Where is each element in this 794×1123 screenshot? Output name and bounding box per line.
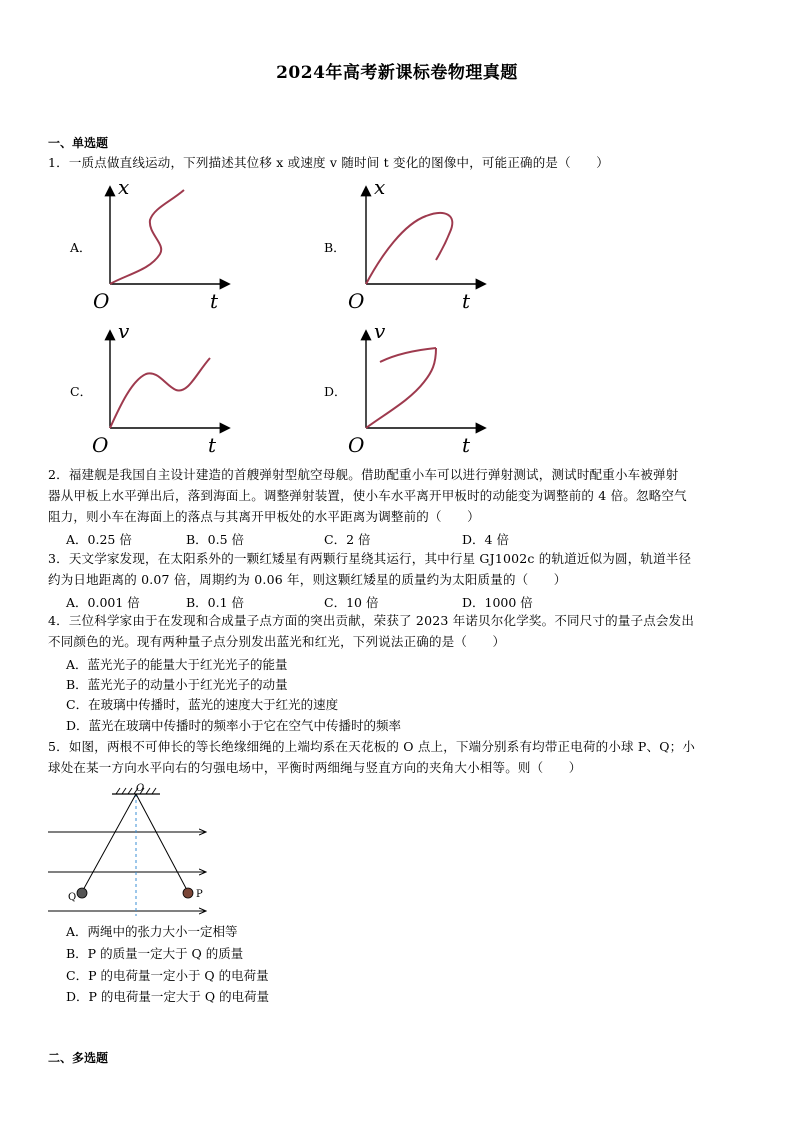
graph-d-x-label: t bbox=[462, 433, 471, 457]
section-heading-single: 一、单选题 bbox=[48, 136, 109, 150]
question-5-line-2: 球处在某一方向水平向右的匀强电场中，平衡时两细绳与竖直方向的夹角大小相等。则（ ） bbox=[48, 760, 582, 775]
graph-a-x-label: t bbox=[210, 289, 219, 313]
question-2-option-b: B．0.5 倍 bbox=[186, 532, 245, 547]
question-2-option-d: D．4 倍 bbox=[462, 532, 509, 547]
graph-b-curve bbox=[366, 213, 452, 284]
ball-q-label: Q bbox=[68, 892, 77, 903]
section-heading-multi: 二、多选题 bbox=[48, 1051, 109, 1065]
question-3-line-2: 约为日地距离的 0.07 倍，周期约为 0.06 年，则这颗红矮星的质量约为太阳质量的（ ） bbox=[48, 572, 567, 587]
graph-c-x-label: t bbox=[208, 433, 217, 457]
string-q bbox=[82, 794, 136, 892]
graph-a-y-label: x bbox=[118, 175, 130, 199]
graph-b-y-label: x bbox=[374, 175, 386, 199]
question-5-option-a: A．两绳中的张力大小一定相等 bbox=[66, 924, 238, 939]
graph-d-curve-1 bbox=[366, 348, 436, 428]
graph-a-label: A． bbox=[70, 240, 92, 255]
graph-a-curve bbox=[110, 190, 184, 284]
question-2-line-1: 2．福建舰是我国自主设计建造的首艘弹射型航空母舰。借助配重小车可以进行弹射测试，测试时配重小车被弹射 bbox=[48, 467, 679, 482]
question-4-option-d: D．蓝光在玻璃中传播时的频率小于它在空气中传播时的频率 bbox=[66, 718, 402, 733]
graph-a bbox=[88, 174, 238, 314]
question-2-line-3: 阻力，则小车在海面上的落点与其离开甲板处的水平距离为调整前的（ ） bbox=[48, 509, 480, 524]
question-2-option-c: C．2 倍 bbox=[324, 532, 371, 547]
point-o-label: O bbox=[136, 783, 145, 794]
string-p bbox=[136, 794, 188, 892]
question-1-stem: 1．一质点做直线运动，下列描述其位移 x 或速度 v 随时间 t 变化的图像中，可能正确的是（ ） bbox=[48, 155, 609, 170]
question-4-line-1: 4．三位科学家由于在发现和合成量子点方面的突出贡献，荣获了 2023 年诺贝尔化学奖。不同尺寸的量子点会发出 bbox=[48, 613, 695, 628]
question-2-option-a: A．0.25 倍 bbox=[66, 532, 132, 547]
question-5-figure bbox=[48, 782, 218, 918]
ball-p-label: P bbox=[196, 889, 203, 900]
graph-c-curve bbox=[110, 358, 210, 428]
graph-b bbox=[344, 174, 494, 314]
graph-a-origin: O bbox=[93, 289, 110, 313]
question-3-option-c: C．10 倍 bbox=[324, 595, 379, 610]
question-4-option-a: A．蓝光光子的能量大于红光光子的能量 bbox=[66, 657, 288, 672]
graph-b-label: B． bbox=[324, 240, 346, 255]
question-4-line-2: 不同颜色的光。现有两种量子点分别发出蓝光和红光，下列说法正确的是（ ） bbox=[48, 634, 506, 649]
question-5-option-c: C．P 的电荷量一定小于 Q 的电荷量 bbox=[66, 968, 269, 983]
question-3-line-1: 3．天文学家发现，在太阳系外的一颗红矮星有两颗行星绕其运行，其中行星 GJ1002c 的轨道近似为圆，轨道半径 bbox=[48, 551, 692, 566]
graph-d-y-label: v bbox=[374, 319, 386, 343]
question-3-option-d: D．1000 倍 bbox=[462, 595, 533, 610]
question-3-option-b: B．0.1 倍 bbox=[186, 595, 245, 610]
graph-b-x-label: t bbox=[462, 289, 471, 313]
question-2-line-2: 器从甲板上水平弹出后，落到海面上。调整弹射装置，使小车水平离开甲板时的动能变为调整前的 4 倍。忽略空气 bbox=[48, 488, 687, 503]
graph-d-origin: O bbox=[348, 433, 365, 457]
graph-c bbox=[88, 318, 238, 458]
graph-d-label: D． bbox=[324, 384, 347, 399]
question-4-option-c: C．在玻璃中传播时，蓝光的速度大于红光的速度 bbox=[66, 697, 339, 712]
graph-c-label: C． bbox=[70, 384, 93, 399]
question-5-option-b: B．P 的质量一定大于 Q 的质量 bbox=[66, 946, 244, 961]
ball-p bbox=[183, 888, 193, 898]
graph-c-origin: O bbox=[92, 433, 109, 457]
page-title: 2024年高考新课标卷物理真题 bbox=[276, 63, 518, 83]
question-5-option-d: D．P 的电荷量一定大于 Q 的电荷量 bbox=[66, 989, 270, 1004]
question-3-option-a: A．0.001 倍 bbox=[66, 595, 140, 610]
graph-d bbox=[344, 318, 494, 458]
graph-b-origin: O bbox=[348, 289, 365, 313]
ball-q bbox=[77, 888, 87, 898]
question-4-option-b: B．蓝光光子的动量小于红光光子的动量 bbox=[66, 677, 288, 692]
question-5-line-1: 5．如图，两根不可伸长的等长绝缘细绳的上端均系在天花板的 O 点上，下端分别系有均带正电荷的小球 P、Q；小 bbox=[48, 739, 696, 754]
graph-d-curve-2 bbox=[380, 348, 436, 362]
graph-c-y-label: v bbox=[118, 319, 130, 343]
